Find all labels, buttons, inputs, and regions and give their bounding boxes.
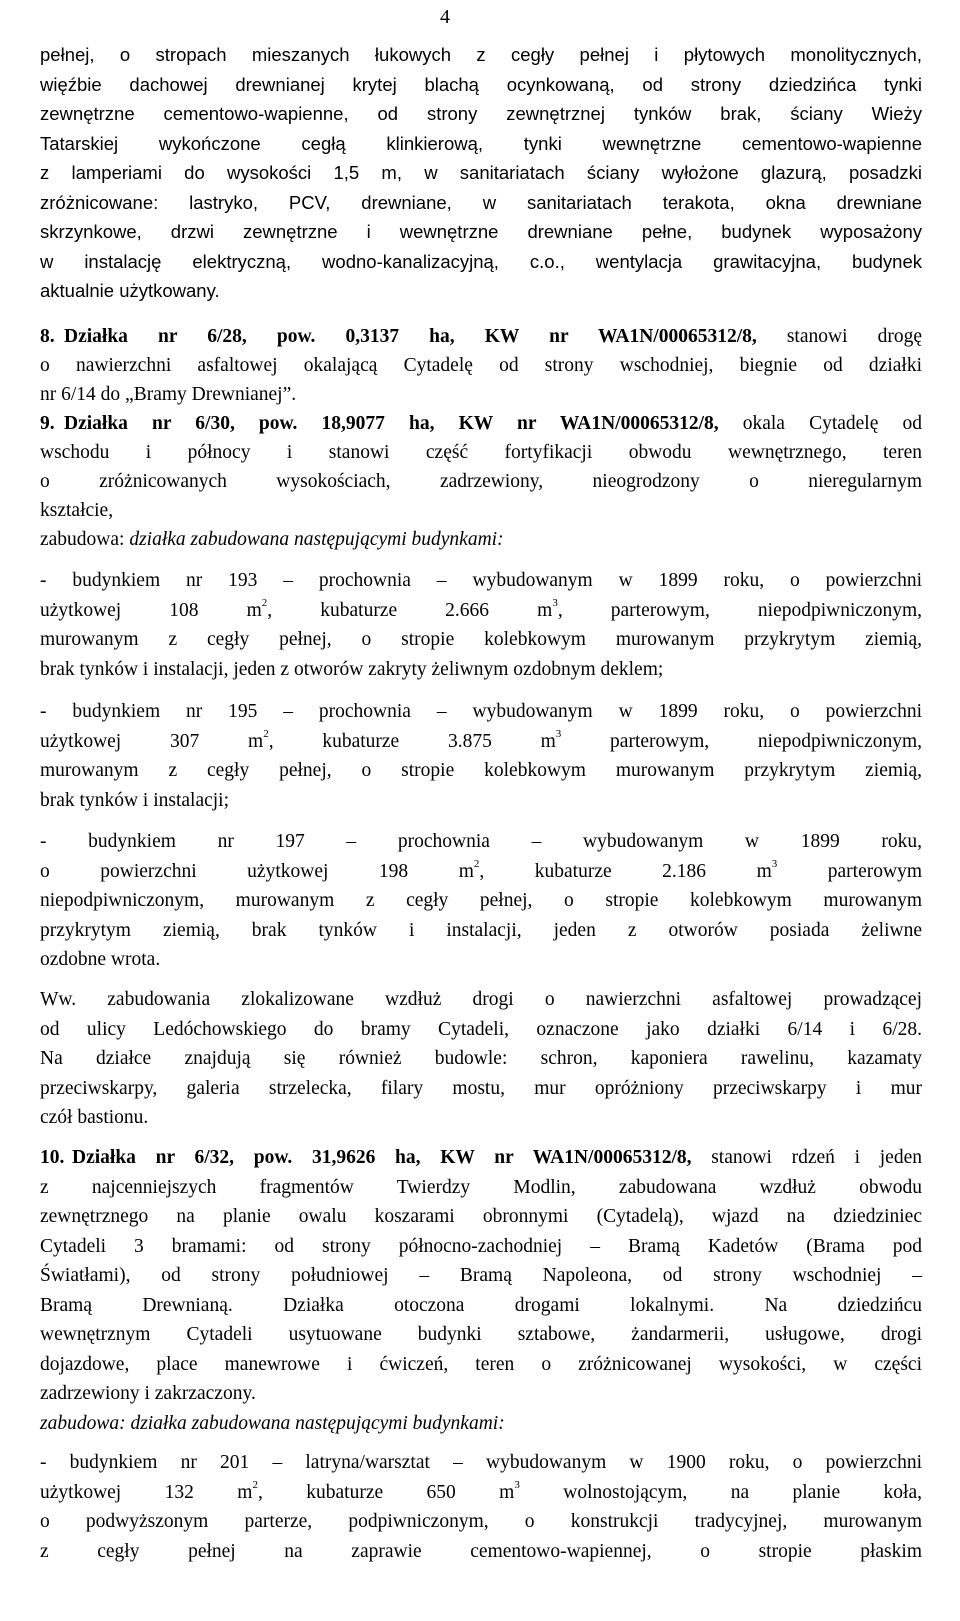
volume-text: , kubaturze 2.186 m: [479, 860, 772, 882]
text-line: od ulicy Ledóchowskiego do bramy Cytadeli, oznaczone jako działki 6/14 i 6/28.: [40, 1018, 922, 1040]
text-line: niepodpiwniczonym, murowanym z cegły pełnej, o stropie kolebkowym murowanym: [40, 890, 922, 911]
volume-text: , kubaturze 3.875 m: [268, 730, 556, 752]
item-bold: Działka nr 6/30, pow. 18,9077 ha, KW nr WA1N/00065312/8,: [64, 413, 719, 434]
text-line: Światłami), od strony południowej – Bramą Napoleona, od strony wschodniej –: [40, 1265, 922, 1286]
ww-paragraph: [40, 985, 922, 1133]
item-10: [40, 1143, 922, 1438]
item-bold: Działka nr 6/32, pow. 31,9626 ha, KW nr WA1N/00065312/8,: [72, 1147, 692, 1168]
text-line: z lamperiami do wysokości 1,5 m, w sanitariatach ściany wyłożone glazurą, posadzki: [40, 162, 922, 183]
text-line: zewnętrznego na planie owalu koszarami obronnymi (Cytadelą), wjazd na dziedziniec: [40, 1206, 922, 1227]
text-line: - budynkiem nr 195 – prochownia – wybudowanym w 1899 roku, o powierzchni: [40, 701, 922, 722]
text-line: kształcie,: [40, 500, 114, 521]
area-rest: parterowym: [777, 860, 922, 882]
exponent: 3: [555, 728, 562, 740]
area-text: o powierzchni użytkowej 198 m: [40, 860, 474, 882]
text-line: brak tynków i instalacji, jeden z otworów zakryty żeliwnym ozdobnym deklem;: [40, 658, 664, 680]
text-line: zróżnicowane: lastryko, PCV, drewniane, w sanitariatach terakota, okna drewniane: [40, 191, 922, 213]
text-line: skrzynkowe, drzwi zewnętrzne i wewnętrzne drewniane pełne, budynek wyposażony: [40, 221, 922, 242]
area-line: [40, 1478, 922, 1508]
text-line: czół bastionu.: [40, 1107, 149, 1128]
text-line: - budynkiem nr 201 – latryna/warsztat – wybudowanym w 1900 roku, o powierzchni: [40, 1452, 922, 1473]
text-line: przeciwskarpy, galeria strzelecka, filary mostu, mur opróżniony przeciwskarpy i mur: [40, 1077, 922, 1099]
volume-text: , kubaturze 2.666 m: [267, 599, 553, 621]
exponent: 3: [771, 858, 778, 870]
exponent: 2: [261, 597, 268, 609]
text-line: - budynkiem nr 193 – prochownia – wybudowanym w 1899 roku, o powierzchni: [40, 570, 922, 591]
intro-paragraph: [40, 40, 922, 306]
text-line: zewnętrzne cementowo-wapienne, od strony zewnętrznej tynków brak, ściany Wieży: [40, 103, 922, 124]
zabudowa-label: zabudowa:: [40, 529, 130, 550]
building-195: [40, 697, 922, 815]
text-line: ozdobne wrota.: [40, 949, 161, 970]
zabudowa-line: [40, 525, 922, 554]
text-line: Bramą Drewnianą. Działka otoczona drogami lokalnymi. Na dziedzińcu: [40, 1294, 922, 1316]
text-line: Ww. zabudowania zlokalizowane wzdłuż drogi o nawierzchni asfaltowej prowadzącej: [40, 989, 922, 1010]
exponent: 2: [252, 1479, 258, 1491]
zabudowa-italic: działka zabudowana następującymi budynkami:: [129, 529, 504, 550]
area-text: użytkowej 132 m: [40, 1481, 253, 1503]
exponent: 3: [514, 1479, 520, 1491]
text-line: o zróżnicowanych wysokościach, zadrzewiony, nieogrodzony o nieregularnym: [40, 471, 922, 492]
item-number: 10.: [40, 1147, 65, 1168]
item-rest: stanowi rdzeń i jeden: [691, 1147, 922, 1168]
area-rest: , parterowym, niepodpiwniczonym,: [557, 599, 923, 621]
text-line: wewnętrznym Cytadeli usytuowane budynki sztabowe, żandarmerii, usługowe, drogi: [40, 1324, 922, 1345]
building-201: [40, 1448, 922, 1566]
item-heading-line: [40, 1143, 922, 1173]
text-line: o nawierzchni asfaltowej okalającą Cytadelę od strony wschodniej, biegnie od działki: [40, 355, 922, 376]
building-197: [40, 827, 922, 975]
item-heading-line: [40, 409, 922, 438]
text-line: zadrzewiony i zakrzaczony.: [40, 1383, 256, 1404]
text-line: murowanym z cegły pełnej, o stropie kolebkowym murowanym przykrytym ziemią,: [40, 760, 922, 781]
item-8: [40, 322, 922, 409]
area-text: użytkowej 108 m: [40, 599, 262, 621]
text-line: nr 6/14 do „Bramy Drewnianej”.: [40, 384, 297, 405]
text-line: więźbie dachowej drewnianej krytej blachą ocynkowaną, od strony dziedzińca tynki: [40, 73, 922, 95]
text-line: - budynkiem nr 197 – prochownia – wybudowanym w 1899 roku,: [40, 831, 922, 852]
area-rest: parterowym, niepodpiwniczonym,: [561, 730, 922, 752]
text-line: Tatarskiej wykończone cegłą klinkierową, tynki wewnętrzne cementowo-wapienne: [40, 132, 922, 154]
volume-text: , kubaturze 650 m: [257, 1481, 515, 1503]
text-line: z cegły pełnej na zaprawie cementowo-wapiennej, o stropie płaskim: [40, 1540, 922, 1562]
area-line: [40, 596, 922, 626]
area-line: [40, 727, 922, 757]
text-line: Cytadeli 3 bramami: od strony północno-zachodniej – Bramą Kadetów (Brama pod: [40, 1235, 922, 1257]
text-line: z najcenniejszych fragmentów Twierdzy Modlin, zabudowana wzdłuż obwodu: [40, 1176, 922, 1198]
page-number: 4: [440, 6, 450, 28]
text-line: przykrytym ziemią, brak tynków i instalacji, jeden z otworów posiada żeliwne: [40, 919, 922, 941]
text-line: w instalację elektryczną, wodno-kanalizacyjną, c.o., wentylacja grawitacyjna, budynek: [40, 250, 922, 272]
area-rest: wolnostojącym, na planie koła,: [519, 1481, 923, 1503]
zabudowa-italic: zabudowa: działka zabudowana następującymi budynkami:: [40, 1412, 505, 1434]
item-number: 8.: [40, 326, 55, 347]
area-line: [40, 857, 922, 887]
text-line: wschodu i północy i stanowi część fortyfikacji obwodu wewnętrznego, teren: [40, 442, 922, 463]
text-line: brak tynków i instalacji;: [40, 789, 230, 811]
text-line: o podwyższonym parterze, podpiwniczonym, o konstrukcji tradycyjnej, murowanym: [40, 1511, 922, 1532]
building-193: [40, 566, 922, 684]
text-line: aktualnie użytkowany.: [40, 280, 220, 301]
exponent: 2: [473, 858, 480, 870]
text-line: murowanym z cegły pełnej, o stropie kolebkowym murowanym przykrytym ziemią,: [40, 629, 922, 650]
item-number: 9.: [40, 413, 55, 434]
item-rest: stanowi drogę: [756, 326, 922, 347]
item-bold: Działka nr 6/28, pow. 0,3137 ha, KW nr WA1N/00065312/8,: [64, 326, 757, 347]
text-line: Na działce znajdują się również budowle: schron, kaponiera rawelinu, kazamaty: [40, 1048, 922, 1069]
exponent: 2: [263, 728, 269, 740]
text-line: pełnej, o stropach mieszanych łukowych z cegły pełnej i płytowych monolitycznych,: [40, 44, 922, 65]
item-rest: okala Cytadelę od: [718, 413, 922, 434]
item-heading-line: [40, 322, 922, 351]
exponent: 3: [552, 597, 558, 609]
item-9: [40, 409, 922, 554]
text-line: dojazdowe, place manewrowe i ćwiczeń, teren o zróżnicowanej wysokości, w części: [40, 1353, 922, 1375]
area-text: użytkowej 307 m: [40, 730, 264, 752]
